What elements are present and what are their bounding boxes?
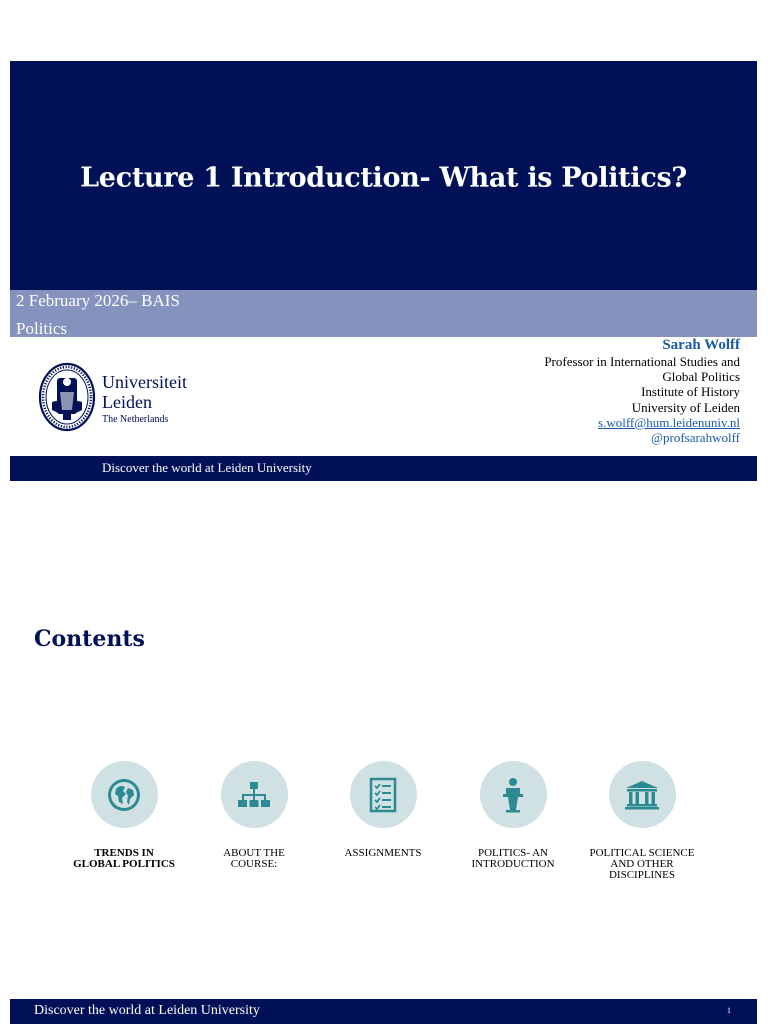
presenter-institute: Institute of History — [641, 384, 740, 400]
slide2-footer — [10, 999, 757, 1024]
contents-item-political-science[interactable] — [577, 761, 707, 881]
footer-tagline: Discover the world at Leiden University — [102, 460, 312, 475]
podium-speaker-icon — [501, 777, 525, 813]
contents-item-assignments[interactable] — [318, 761, 448, 859]
contents-item-politics-intro[interactable] — [448, 761, 578, 870]
presenter-name: Sarah Wolff — [662, 337, 740, 353]
contents-item-label: ASSIGNMENTS — [344, 847, 422, 859]
institution-building-icon — [625, 780, 659, 810]
presenter-email-link[interactable]: s.wolff@hum.leidenuniv.nl — [598, 414, 740, 430]
presenter-role-line1: Professor in International Studies and — [544, 354, 740, 369]
contents-item-label: ABOUT THE COURSE: — [223, 847, 285, 870]
globe-icon — [106, 777, 142, 813]
university-name-line2: Leiden — [102, 392, 152, 412]
contents-heading: Contents — [34, 626, 145, 652]
contents-item-trends[interactable] — [59, 761, 189, 870]
lecture-title: Lecture 1 Introduction- What is Politics? — [80, 162, 687, 194]
icon-circle — [91, 761, 158, 828]
university-name — [102, 372, 187, 412]
contents-item-label: POLITICAL SCIENCE AND OTHER DISCIPLINES — [589, 847, 695, 881]
checklist-icon — [369, 777, 397, 813]
presenter-contact — [480, 336, 740, 445]
footer-tagline: Discover the world at Leiden University — [34, 1003, 260, 1018]
university-country: The Netherlands — [102, 414, 169, 425]
icon-circle — [480, 761, 547, 828]
title-banner — [10, 61, 757, 290]
presenter-role-line2: Global Politics — [662, 369, 740, 385]
contents-item-label: POLITICS- AN INTRODUCTION — [471, 847, 555, 870]
slide1-footer — [10, 456, 757, 481]
page-number: 1 — [727, 1006, 731, 1015]
icon-circle — [350, 761, 417, 828]
date-banner — [10, 290, 757, 337]
course-name: Politics — [16, 319, 68, 338]
icon-circle — [609, 761, 676, 828]
leiden-university-logo — [38, 362, 208, 434]
contents-item-about-course[interactable] — [189, 761, 319, 870]
presenter-twitter-handle[interactable]: @profsarahwolff — [651, 430, 740, 446]
university-seal-icon — [38, 362, 96, 432]
lecture-date: 2 February 2026– BAIS — [16, 291, 180, 310]
org-chart-icon — [237, 780, 271, 810]
presenter-university: University of Leiden — [631, 399, 740, 415]
university-name-line1: Universiteit — [102, 372, 187, 392]
icon-circle — [221, 761, 288, 828]
contents-item-label: TRENDS IN GLOBAL POLITICS — [73, 847, 175, 870]
